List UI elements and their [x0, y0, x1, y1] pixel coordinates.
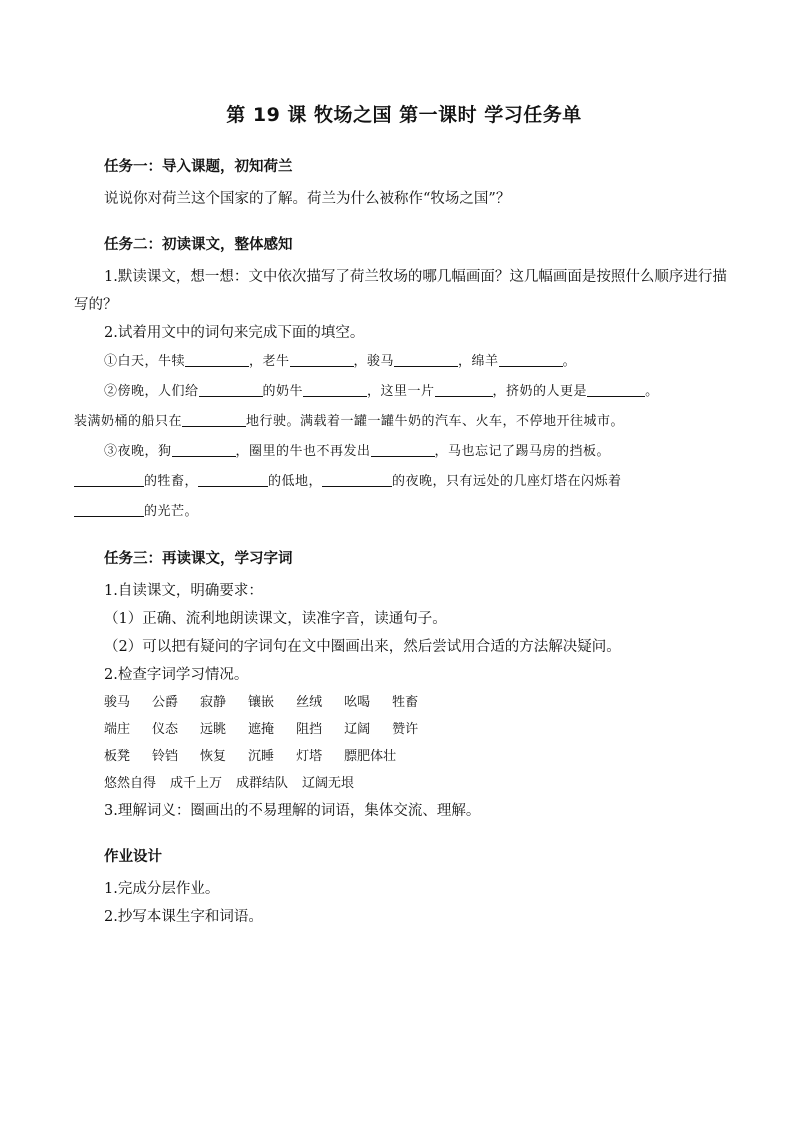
word-item: 丝绒 [296, 695, 323, 710]
word-row-4 [74, 770, 734, 797]
fill-blank [303, 380, 367, 397]
word-row-3 [74, 743, 734, 770]
word-item: 板凳 [104, 749, 131, 764]
fill-blank [435, 380, 493, 397]
word-item: 赞许 [392, 722, 419, 737]
fill-text: 的牲畜， [144, 474, 199, 489]
word-item: 沉睡 [248, 749, 275, 764]
fill-blank [394, 350, 458, 367]
task2-question-1: 1.默读课文，想一想：文中依次描写了荷兰牧场的哪几幅画面？这几幅画面是按照什么顺序进行描写的？ [74, 269, 727, 313]
task2-section [74, 235, 734, 527]
task3-requirement-2: （2）可以把有疑问的字词句在文中圈画出来，然后尝试用合适的方法解决疑问。 [104, 639, 621, 655]
fill-text: ，骏马 [353, 354, 395, 369]
fill-dusk [74, 377, 734, 407]
task3-heading: 任务三：再读课文，学习字词 [104, 551, 293, 567]
word-item: 遮掩 [248, 722, 275, 737]
fill-text: 。 [562, 354, 577, 369]
word-item: 仪态 [152, 722, 179, 737]
word-item: 骏马 [104, 695, 131, 710]
fill-text: ，挤奶的人更是 [492, 384, 588, 399]
task1-question: 说说你对荷兰这个国家的了解。荷兰为什么被称作“牧场之国”？ [104, 191, 511, 207]
task3-question-2: 2.检查字词学习情况。 [104, 667, 249, 683]
task3-section [74, 549, 734, 825]
fill-text: 的光芒。 [144, 504, 199, 519]
fill-text: ，老牛 [249, 354, 290, 369]
word-item: 灯塔 [296, 749, 323, 764]
fill-blank [185, 350, 249, 367]
fill-text: 的奶牛 [262, 384, 304, 399]
task3-question-3: 3.理解词义：圈画出的不易理解的词语，集体交流、理解。 [104, 803, 481, 819]
word-item: 远眺 [200, 722, 227, 737]
fill-text: 的夜晚，只有远处的几座灯塔在闪烁着 [392, 474, 622, 489]
word-item: 镶嵌 [248, 695, 275, 710]
fill-blank [182, 410, 246, 427]
fill-blank [74, 500, 144, 517]
homework-item-1: 1.完成分层作业。 [104, 881, 220, 897]
task3-requirement-1: （1）正确、流利地朗读课文，读准字音，读通句子。 [104, 611, 447, 627]
fill-blank [587, 380, 645, 397]
word-item: 阻挡 [296, 722, 323, 737]
fill-text: ③夜晚，狗 [104, 444, 172, 459]
fill-night-line3 [74, 497, 734, 527]
task1-heading: 任务一：导入课题，初知荷兰 [104, 159, 293, 175]
task2-heading: 任务二：初读课文，整体感知 [104, 237, 293, 253]
fill-blank [198, 470, 268, 487]
fill-text: ，这里一片 [367, 384, 435, 399]
word-item: 吆喝 [344, 695, 371, 710]
fill-text: 装满奶桶的船只在 [74, 414, 183, 429]
fill-blank [499, 350, 563, 367]
homework-section [74, 847, 734, 931]
fill-text: 的低地， [268, 474, 323, 489]
fill-text: 地行驶。满载着一罐一罐牛奶的汽车、火车，不停地开往城市。 [246, 414, 625, 429]
word-item: 寂静 [200, 695, 227, 710]
word-item: 成群结队 [236, 776, 289, 791]
fill-night [74, 437, 734, 467]
word-item: 恢复 [200, 749, 227, 764]
word-item: 公爵 [152, 695, 179, 710]
fill-day [74, 347, 734, 377]
fill-text: ，圈里的牛也不再发出 [235, 444, 371, 459]
word-item: 成千上万 [170, 776, 223, 791]
fill-night-line2 [74, 467, 734, 497]
fill-text: 。 [645, 384, 659, 399]
fill-blank [371, 440, 435, 457]
fill-text: ，绵羊 [458, 354, 499, 369]
task2-question-2: 2.试着用文中的词句来完成下面的填空。 [104, 325, 365, 341]
word-item: 端庄 [104, 722, 131, 737]
word-item: 辽阔 [344, 722, 371, 737]
fill-blank [290, 350, 354, 367]
word-item: 铃铛 [152, 749, 179, 764]
task3-question-1: 1.自读课文，明确要求： [104, 583, 263, 599]
task1-section [74, 157, 734, 213]
word-item: 辽阔无垠 [302, 776, 355, 791]
fill-text: ②傍晚，人们给 [104, 384, 199, 399]
fill-blank [74, 470, 144, 487]
fill-blank [199, 380, 263, 397]
word-row-1 [74, 689, 734, 716]
fill-text: ①白天，牛犊 [104, 354, 186, 369]
homework-item-2: 2.抄写本课生字和词语。 [104, 909, 263, 925]
fill-text: ，马也忘记了踢马房的挡板。 [434, 444, 611, 459]
word-item: 膘肥体壮 [344, 749, 397, 764]
fill-blank [322, 470, 392, 487]
homework-heading: 作业设计 [104, 849, 162, 865]
fill-dusk-line2 [74, 407, 734, 437]
fill-blank [172, 440, 236, 457]
word-item: 悠然自得 [104, 776, 157, 791]
word-item: 牲畜 [392, 695, 419, 710]
page-title: 第 19 课 牧场之国 第一课时 学习任务单 [226, 104, 582, 126]
word-row-2 [74, 716, 734, 743]
